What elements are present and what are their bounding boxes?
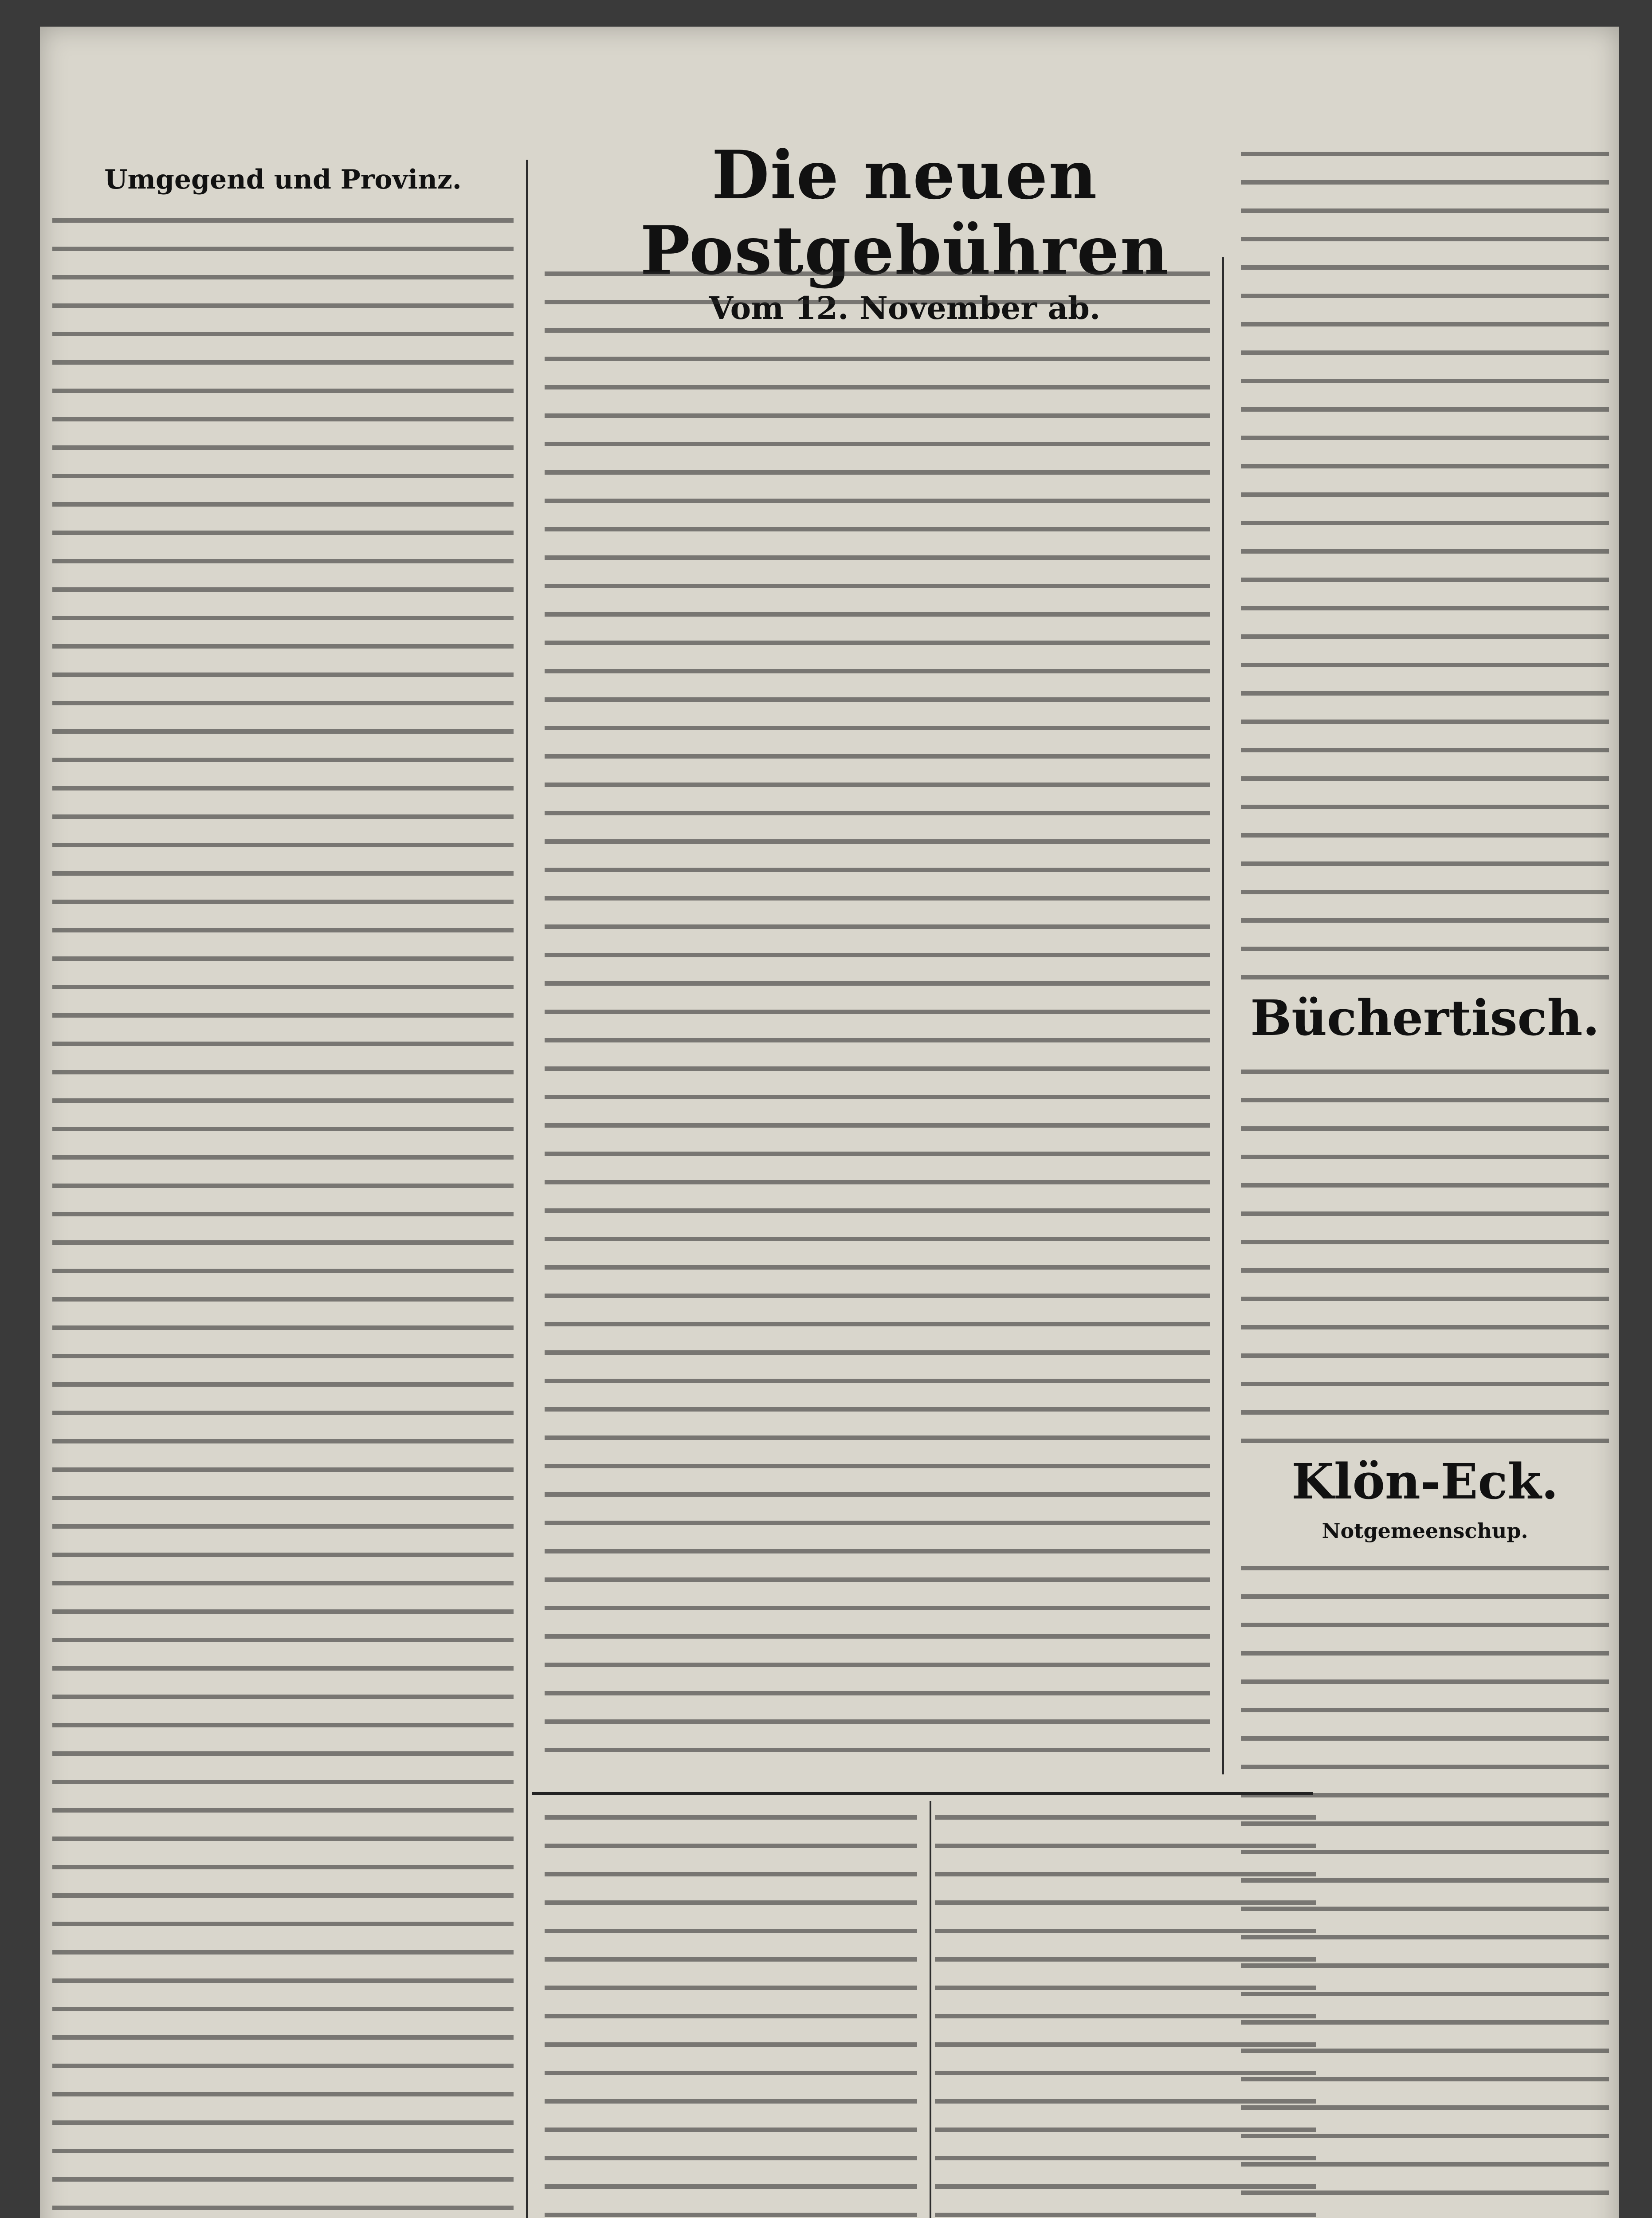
center-column-body [545, 257, 1210, 1774]
center-column [532, 257, 1224, 1774]
lower-right-block [922, 1801, 1329, 2218]
page-subtitle: Vom 12. November ab. [709, 290, 1101, 326]
newspaper-page [40, 27, 1619, 2218]
right-column-body-middle [1241, 1055, 1609, 1443]
right-column-section2-subheading: Notgemeenschup. [1322, 1519, 1528, 1543]
lower-left-body [545, 1801, 917, 2218]
section-divider [532, 1792, 1313, 1795]
right-column-section2-heading: Klön-Eck. [1291, 1453, 1558, 1510]
lower-left-block [532, 1801, 931, 2218]
right-column-body-top [1241, 138, 1609, 979]
left-column-body [52, 204, 514, 2218]
page-title: Die neuen Postgebühren [640, 136, 1169, 290]
right-column-section-heading: Büchertisch. [1250, 989, 1600, 1046]
left-column-heading: Umgegend und Provinz. [104, 164, 462, 195]
left-column [40, 160, 528, 2218]
lower-right-body [935, 1801, 1316, 2218]
